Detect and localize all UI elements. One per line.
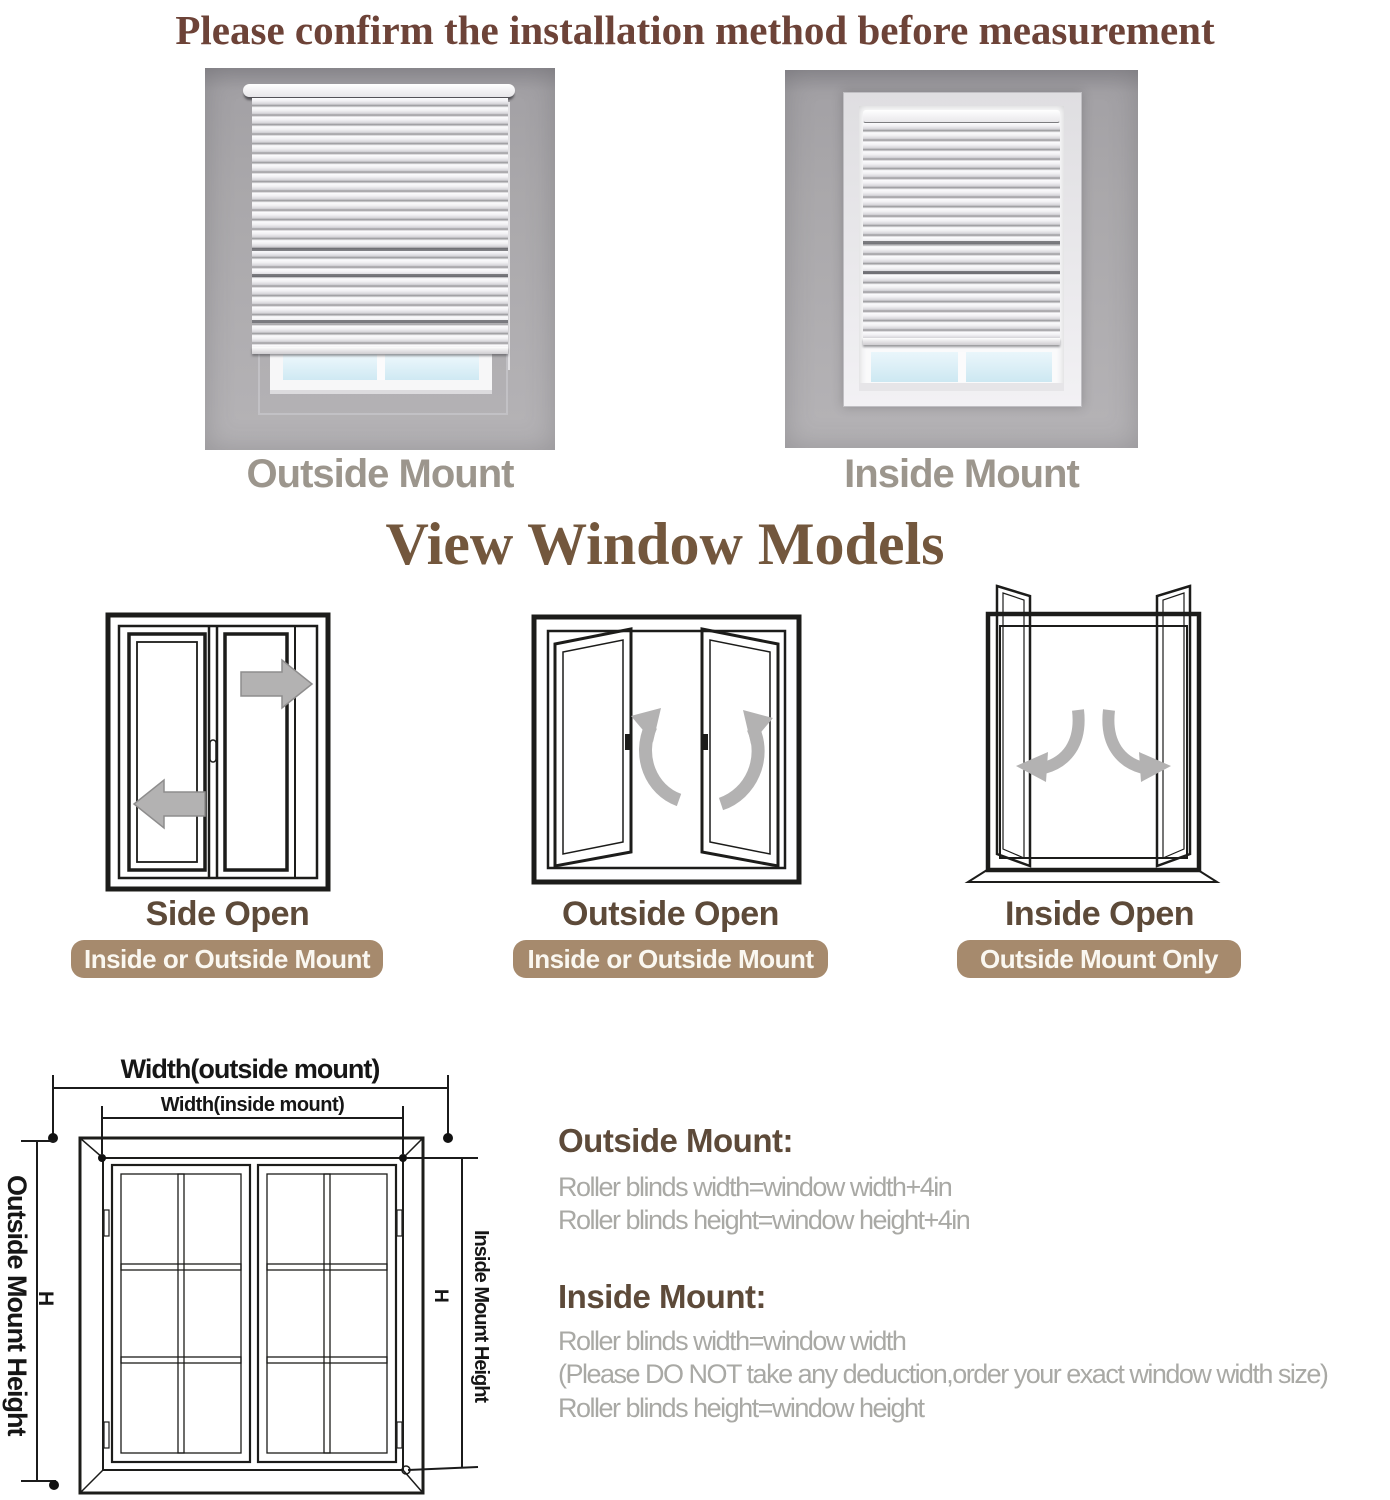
blind-slats: [863, 123, 1060, 345]
slat-gap: [252, 248, 508, 251]
inside-height-label: Inside Mount Height: [470, 1230, 492, 1403]
inside-mount-line: Roller blinds height=window height: [558, 1393, 924, 1423]
model-badge-outside-open: Inside or Outside Mount: [513, 940, 828, 978]
slat-gap: [252, 320, 508, 323]
inside-mount-caption: Inside Mount: [844, 452, 1079, 496]
window-recess: [843, 92, 1082, 407]
slat-gap: [863, 241, 1060, 244]
outside-mount-caption: Outside Mount: [246, 452, 514, 496]
inside-mount-heading: Inside Mount:: [558, 1278, 766, 1315]
blind-slats: [252, 98, 508, 354]
slide-right-arrow-icon: [241, 660, 312, 708]
page-title: Please confirm the installation method before measurement: [175, 7, 1215, 53]
blind-headrail: [863, 110, 1060, 122]
slat-gap: [863, 271, 1060, 274]
outside-mount-line: Roller blinds width=window width+4in: [558, 1172, 952, 1202]
window-sill: [859, 383, 1064, 391]
width-outside-label: Width(outside mount): [120, 1054, 380, 1084]
h-label-right: H: [430, 1289, 451, 1303]
slat-gap: [252, 274, 508, 277]
blind-bottom-rail: [252, 347, 508, 354]
blind-bottom-rail: [863, 338, 1060, 345]
outside-height-label: Outside Mount Height: [2, 1175, 32, 1436]
width-inside-label: Width(inside mount): [160, 1094, 345, 1116]
swing-in-left-arrow-icon: [1044, 710, 1079, 768]
outside-open-window-icon: [531, 614, 802, 885]
model-name-inside-open: Inside Open: [1004, 895, 1195, 933]
model-name-side-open: Side Open: [145, 895, 310, 933]
outside-mount-line: Roller blinds height=window height+4in: [558, 1205, 970, 1235]
outside-mount-heading: Outside Mount:: [558, 1122, 793, 1159]
models-heading: View Window Models: [385, 511, 945, 577]
inside-mount-photo: [785, 70, 1138, 448]
inside-mount-line: (Please DO NOT take any deduction,order your exact window width size): [558, 1359, 1328, 1389]
outside-mount-photo: [205, 68, 555, 450]
window-opening: [859, 106, 1064, 391]
measurement-window-diagram: [0, 1050, 520, 1500]
window-glass: [871, 352, 1052, 382]
model-badge-inside-open: Outside Mount Only: [957, 940, 1241, 978]
blind-headrail: [243, 84, 515, 97]
h-label-left: H: [34, 1291, 57, 1307]
model-badge-side-open: Inside or Outside Mount: [71, 940, 383, 978]
slide-left-arrow-icon: [134, 780, 205, 828]
window-mullion: [958, 352, 966, 382]
window-glass: [283, 354, 479, 380]
window-mullion: [377, 354, 385, 380]
swing-in-right-arrow-icon: [1108, 710, 1143, 768]
model-name-outside-open: Outside Open: [562, 895, 779, 933]
side-open-window-icon: [105, 612, 331, 892]
inside-open-window-icon: [960, 582, 1225, 884]
inside-mount-line: Roller blinds width=window width: [558, 1326, 906, 1356]
